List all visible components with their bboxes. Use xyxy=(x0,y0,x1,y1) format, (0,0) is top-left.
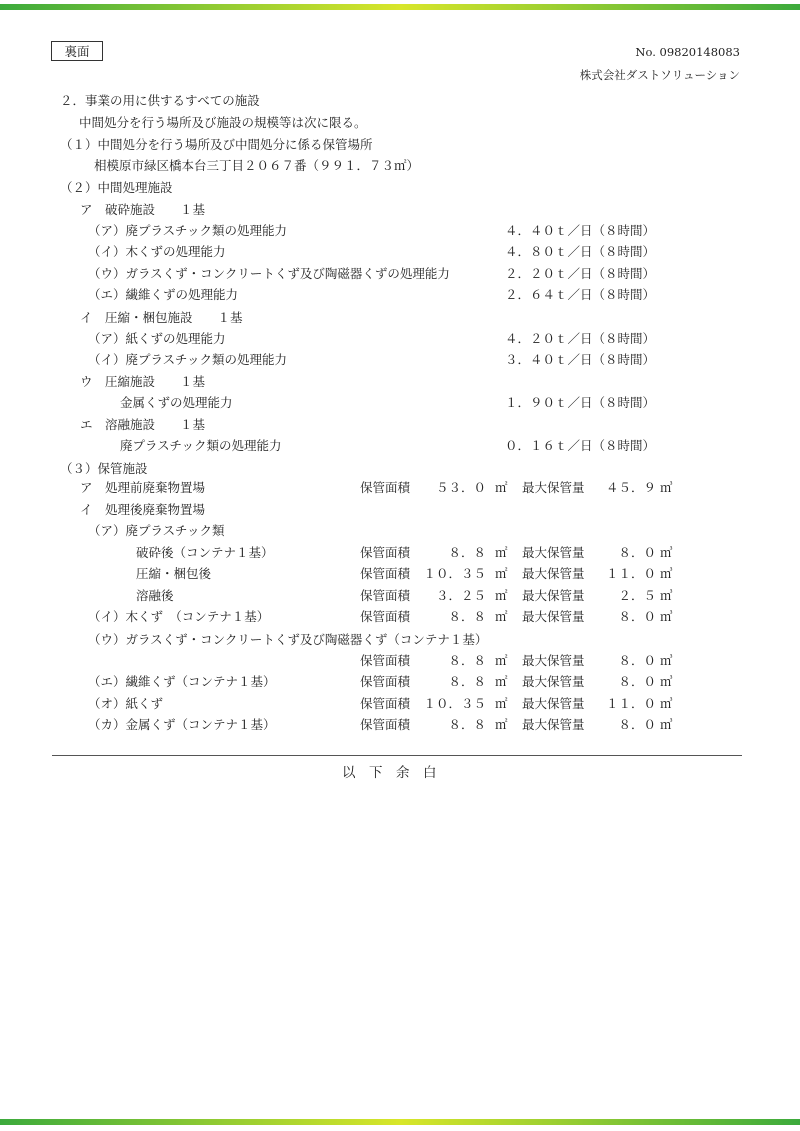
storage-area-label: 保管面積 xyxy=(360,545,411,560)
capacity-value: １．９０ｔ／日（８時間） xyxy=(505,395,656,410)
max-storage-value: ２．５ xyxy=(618,588,656,603)
company-name: 株式会社ダストソリューション xyxy=(579,68,740,82)
storage-area-label: 保管面積 xyxy=(360,588,411,603)
crushing-facility-label: ア 破砕施設 １基 xyxy=(80,202,206,217)
capacity-item-label: （ア）紙くずの処理能力 xyxy=(88,331,226,346)
storage-item-label: （カ）金属くず（コンテナ１基） xyxy=(88,717,276,732)
volume-unit: ㎥ xyxy=(660,588,673,603)
bottom-color-bar xyxy=(0,1119,800,1125)
storage-item-label: （イ）木くず （コンテナ１基） xyxy=(88,609,270,624)
capacity-item-label: 金属くずの処理能力 xyxy=(120,395,233,410)
volume-unit: ㎥ xyxy=(660,480,673,495)
storage-area-label: 保管面積 xyxy=(360,480,411,495)
capacity-value: ２．２０ｔ／日（８時間） xyxy=(505,266,656,281)
max-storage-label: 最大保管量 xyxy=(522,545,585,560)
location-label: （１）中間処分を行う場所及び中間処分に係る保管場所 xyxy=(60,137,373,152)
capacity-item-label: （イ）木くずの処理能力 xyxy=(88,244,226,259)
volume-unit: ㎥ xyxy=(660,609,673,624)
section-subheading: 中間処分を行う場所及び施設の規模等は次に限る。 xyxy=(79,115,367,130)
capacity-item-label: （イ）廃プラスチック類の処理能力 xyxy=(88,352,288,367)
storage-area-label: 保管面積 xyxy=(360,717,411,732)
storage-area-value: ５３．０ xyxy=(435,480,486,495)
max-storage-value: ８．０ xyxy=(618,674,656,689)
storage-item-label: （オ）紙くず xyxy=(88,696,164,711)
storage-area-value: １０．３５ xyxy=(423,566,486,581)
area-unit: ㎡ xyxy=(495,545,508,560)
storage-area-value: ８．８ xyxy=(448,545,486,560)
max-storage-label: 最大保管量 xyxy=(522,653,585,668)
max-storage-label: 最大保管量 xyxy=(522,696,585,711)
storage-item-label: 破砕後（コンテナ１基） xyxy=(136,545,274,560)
capacity-value: ４．２０ｔ／日（８時間） xyxy=(505,331,656,346)
area-unit: ㎡ xyxy=(495,609,508,624)
top-color-bar xyxy=(0,4,800,10)
volume-unit: ㎥ xyxy=(660,696,673,711)
plastic-storage-label: （ア）廃プラスチック類 xyxy=(88,523,225,538)
capacity-item-label: （エ）繊維くずの処理能力 xyxy=(88,287,239,302)
storage-item-label: （エ）繊維くず（コンテナ１基） xyxy=(88,674,276,689)
volume-unit: ㎥ xyxy=(660,566,673,581)
max-storage-label: 最大保管量 xyxy=(522,566,585,581)
storage-area-value: １０．３５ xyxy=(423,696,486,711)
capacity-item-label: （ウ）ガラスくず・コンクリートくず及び陶磁器くずの処理能力 xyxy=(88,266,450,281)
storage-area-value: ８．８ xyxy=(448,653,486,668)
capacity-item-label: 廃プラスチック類の処理能力 xyxy=(120,438,282,453)
volume-unit: ㎥ xyxy=(660,717,673,732)
compression-packing-facility-label: イ 圧縮・梱包施設 １基 xyxy=(80,310,243,325)
capacity-value: ２．６４ｔ／日（８時間） xyxy=(505,287,656,302)
capacity-value: ４．４０ｔ／日（８時間） xyxy=(505,223,656,238)
capacity-item-label: （ア）廃プラスチック類の処理能力 xyxy=(88,223,288,238)
max-storage-value: ８．０ xyxy=(618,609,656,624)
max-storage-value: ４５．９ xyxy=(605,480,656,495)
area-unit: ㎡ xyxy=(495,696,508,711)
volume-unit: ㎥ xyxy=(660,545,673,560)
max-storage-label: 最大保管量 xyxy=(522,588,585,603)
storage-item-label: 溶融後 xyxy=(136,588,174,603)
storage-area-label: 保管面積 xyxy=(360,566,411,581)
max-storage-value: １１．０ xyxy=(605,696,656,711)
reverse-side-badge: 裏面 xyxy=(51,41,103,61)
area-unit: ㎡ xyxy=(495,566,508,581)
storage-area-label: 保管面積 xyxy=(360,653,411,668)
max-storage-label: 最大保管量 xyxy=(522,609,585,624)
max-storage-value: ８．０ xyxy=(618,545,656,560)
storage-area-value: ８．８ xyxy=(448,609,486,624)
storage-area-label: 保管面積 xyxy=(360,609,411,624)
storage-item-label: 圧縮・梱包後 xyxy=(136,566,212,581)
capacity-value: ０．１６ｔ／日（８時間） xyxy=(505,438,656,453)
compression-facility-label: ウ 圧縮施設 １基 xyxy=(80,374,206,389)
area-unit: ㎡ xyxy=(495,717,508,732)
storage-facility-label: （３）保管施設 xyxy=(60,461,148,476)
max-storage-value: ８．０ xyxy=(618,717,656,732)
capacity-value: ４．８０ｔ／日（８時間） xyxy=(505,244,656,259)
area-unit: ㎡ xyxy=(495,653,508,668)
storage-area-label: 保管面積 xyxy=(360,674,411,689)
end-of-text-note: 以 下 余 白 xyxy=(342,765,437,781)
storage-area-value: ３．２５ xyxy=(435,588,486,603)
melting-facility-label: エ 溶融施設 １基 xyxy=(80,417,206,432)
document-number: No. 09820148083 xyxy=(635,45,740,59)
max-storage-value: ８．０ xyxy=(618,653,656,668)
storage-area-value: ８．８ xyxy=(448,674,486,689)
area-unit: ㎡ xyxy=(495,480,508,495)
pre-treatment-storage-label: ア 処理前廃棄物置場 xyxy=(80,480,206,495)
glass-storage-label: （ウ）ガラスくず・コンクリートくず及び陶磁器くず（コンテナ１基） xyxy=(88,632,488,647)
volume-unit: ㎥ xyxy=(660,653,673,668)
divider-rule xyxy=(52,755,742,756)
capacity-value: ３．４０ｔ／日（８時間） xyxy=(505,352,656,367)
volume-unit: ㎥ xyxy=(660,674,673,689)
facility-label: （２）中間処理施設 xyxy=(60,180,173,195)
max-storage-label: 最大保管量 xyxy=(522,674,585,689)
max-storage-label: 最大保管量 xyxy=(522,480,585,495)
location-address: 相模原市緑区橋本台三丁目２０６７番（９９１．７３㎡） xyxy=(94,158,420,173)
storage-area-label: 保管面積 xyxy=(360,696,411,711)
storage-area-value: ８．８ xyxy=(448,717,486,732)
post-treatment-storage-label: イ 処理後廃棄物置場 xyxy=(80,502,206,517)
max-storage-label: 最大保管量 xyxy=(522,717,585,732)
area-unit: ㎡ xyxy=(495,674,508,689)
max-storage-value: １１．０ xyxy=(605,566,656,581)
area-unit: ㎡ xyxy=(495,588,508,603)
section-heading: ２．事業の用に供するすべての施設 xyxy=(60,93,260,108)
